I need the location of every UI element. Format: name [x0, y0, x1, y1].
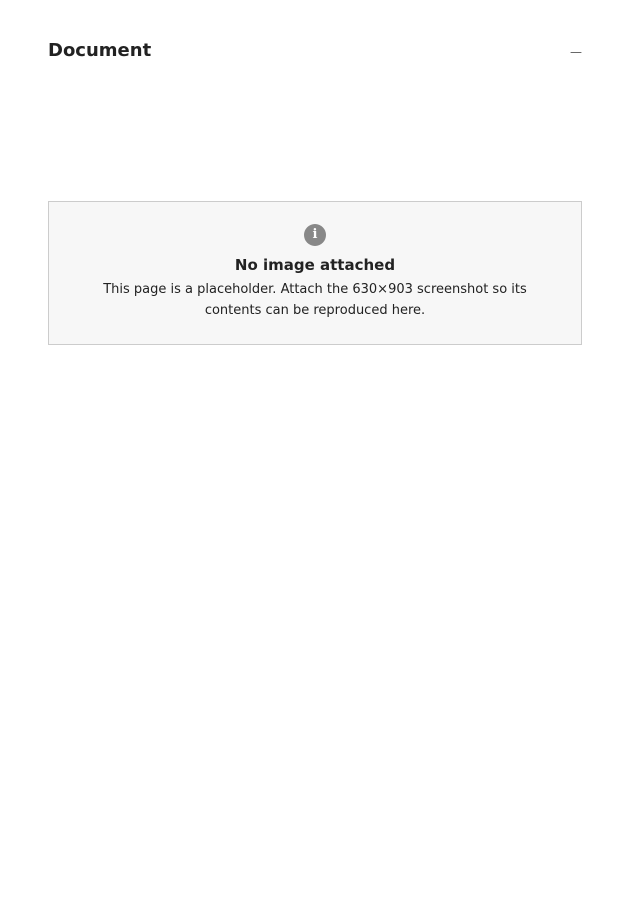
notice-heading: No image attached — [234, 256, 396, 274]
info-icon: i — [304, 224, 326, 246]
page-header — [48, 40, 582, 61]
page-title: Document — [48, 40, 152, 61]
placeholder-notice — [48, 201, 582, 345]
notice-message: This page is a placeholder. Attach the 630×903 screenshot so its contents can be reproduced here. — [103, 282, 527, 318]
page-date: — — [570, 45, 582, 59]
